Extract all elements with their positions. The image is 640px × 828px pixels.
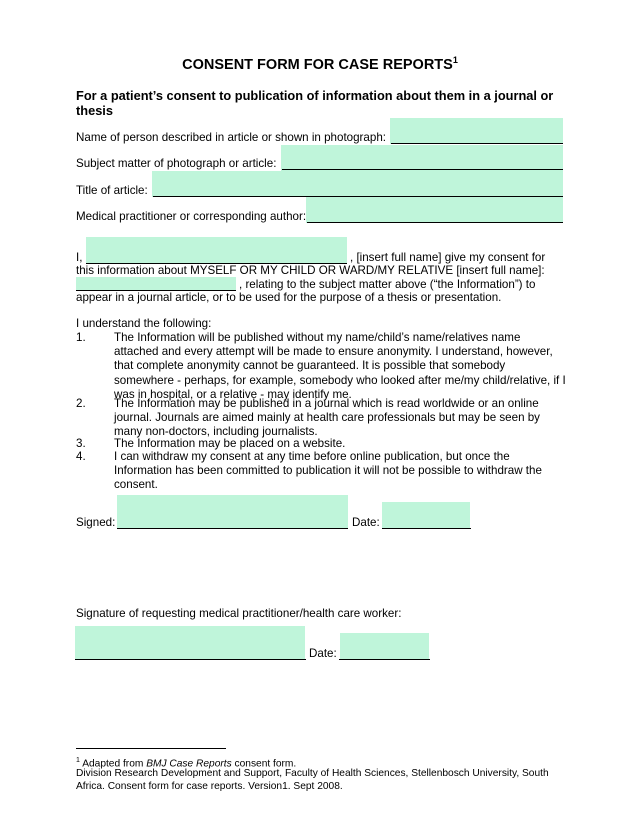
subject-underline	[282, 169, 563, 170]
page-title: CONSENT FORM FOR CASE REPORTS$^1$	[182, 55, 458, 73]
list-item-number: 3.	[76, 437, 86, 450]
article-title-input[interactable]	[152, 171, 563, 197]
date-underline	[382, 528, 471, 529]
name-input[interactable]	[390, 118, 563, 144]
name-underline	[391, 143, 563, 144]
consent-line2-text: this information about MYSELF OR MY CHILD OR WARD/MY RELATIVE [insert full name]:	[76, 264, 545, 277]
consent-line4-text: appear in a journal article, or to be used for the purpose of a thesis or presentation.	[76, 291, 502, 304]
footnote-mark: 1	[76, 757, 80, 764]
requesting-signature-underline	[75, 659, 306, 660]
date-input[interactable]	[382, 502, 470, 529]
title-footnote-mark: 1	[452, 55, 458, 65]
date2-label: Date:	[309, 647, 337, 660]
requesting-signature-label: Signature of requesting medical practitioner/health care worker:	[76, 607, 402, 620]
journal-name: BMJ Case Reports	[146, 758, 232, 770]
signature-input[interactable]	[117, 495, 348, 529]
name-field-label: Name of person described in article or shown in photograph:	[76, 131, 386, 144]
understand-heading: I understand the following:	[76, 317, 212, 330]
list-item-text: The Information may be published in a journal which is read worldwide or an online journal. Journals are aimed mainly at health care professionals but may be seen by many non-doctors, including journalists.	[114, 397, 540, 439]
signature-underline	[117, 528, 348, 529]
list-item-number: 2.	[76, 397, 86, 410]
footnote-source: Division Research Development and Support, Faculty of Health Sciences, Stellenbosch University, South Africa. Consent form for case reports. Version1. Sept 2008.	[76, 768, 549, 792]
date2-underline	[339, 659, 430, 660]
requesting-signature-input[interactable]	[75, 626, 305, 660]
practitioner-input[interactable]	[306, 197, 563, 223]
practitioner-label: Medical practitioner or corresponding author:	[76, 210, 307, 223]
date-label: Date:	[352, 516, 380, 529]
date2-input[interactable]	[340, 633, 429, 660]
page-subtitle: For a patient’s consent to publication of information about them in a journal or thesis	[76, 88, 554, 118]
list-item-text: The Information will be published without my name/child’s name/relatives name attached and every attempt will be made to ensure anonymity. I understand, however, that complete anonymity cannot be guaranteed. It is possible that somebody somewhere - perhaps, for example, somebody who looked after me/my child/relative, if I was in hospital, or a relative - may identify me.	[114, 331, 566, 401]
practitioner-underline	[307, 222, 563, 223]
consent-i-label: I,	[76, 251, 83, 264]
footnote-rule	[76, 748, 226, 749]
article-title-label: Title of article:	[76, 184, 148, 197]
list-item-number: 1.	[76, 331, 86, 344]
footnote-adapted: $^1$ Adapted from BMJ Case Reports consent form.	[76, 757, 297, 770]
consenter-name-input[interactable]	[86, 237, 347, 264]
consent-line1-text: , [insert full name] give my consent for	[350, 251, 546, 264]
consent-line3-text: , relating to the subject matter above (“the Information”) to	[239, 278, 536, 291]
relative-name-input[interactable]	[76, 277, 236, 291]
subject-input[interactable]	[281, 145, 563, 171]
list-item-number: 4.	[76, 450, 86, 463]
list-item-text: The Information may be placed on a website.	[114, 437, 346, 450]
subject-field-label: Subject matter of photograph or article:	[76, 157, 277, 170]
list-item-text: I can withdraw my consent at any time before online publication, but once the Information has been committed to publication it will not be possible to withdraw the consent.	[114, 450, 542, 492]
signed-label: Signed:	[76, 516, 116, 529]
